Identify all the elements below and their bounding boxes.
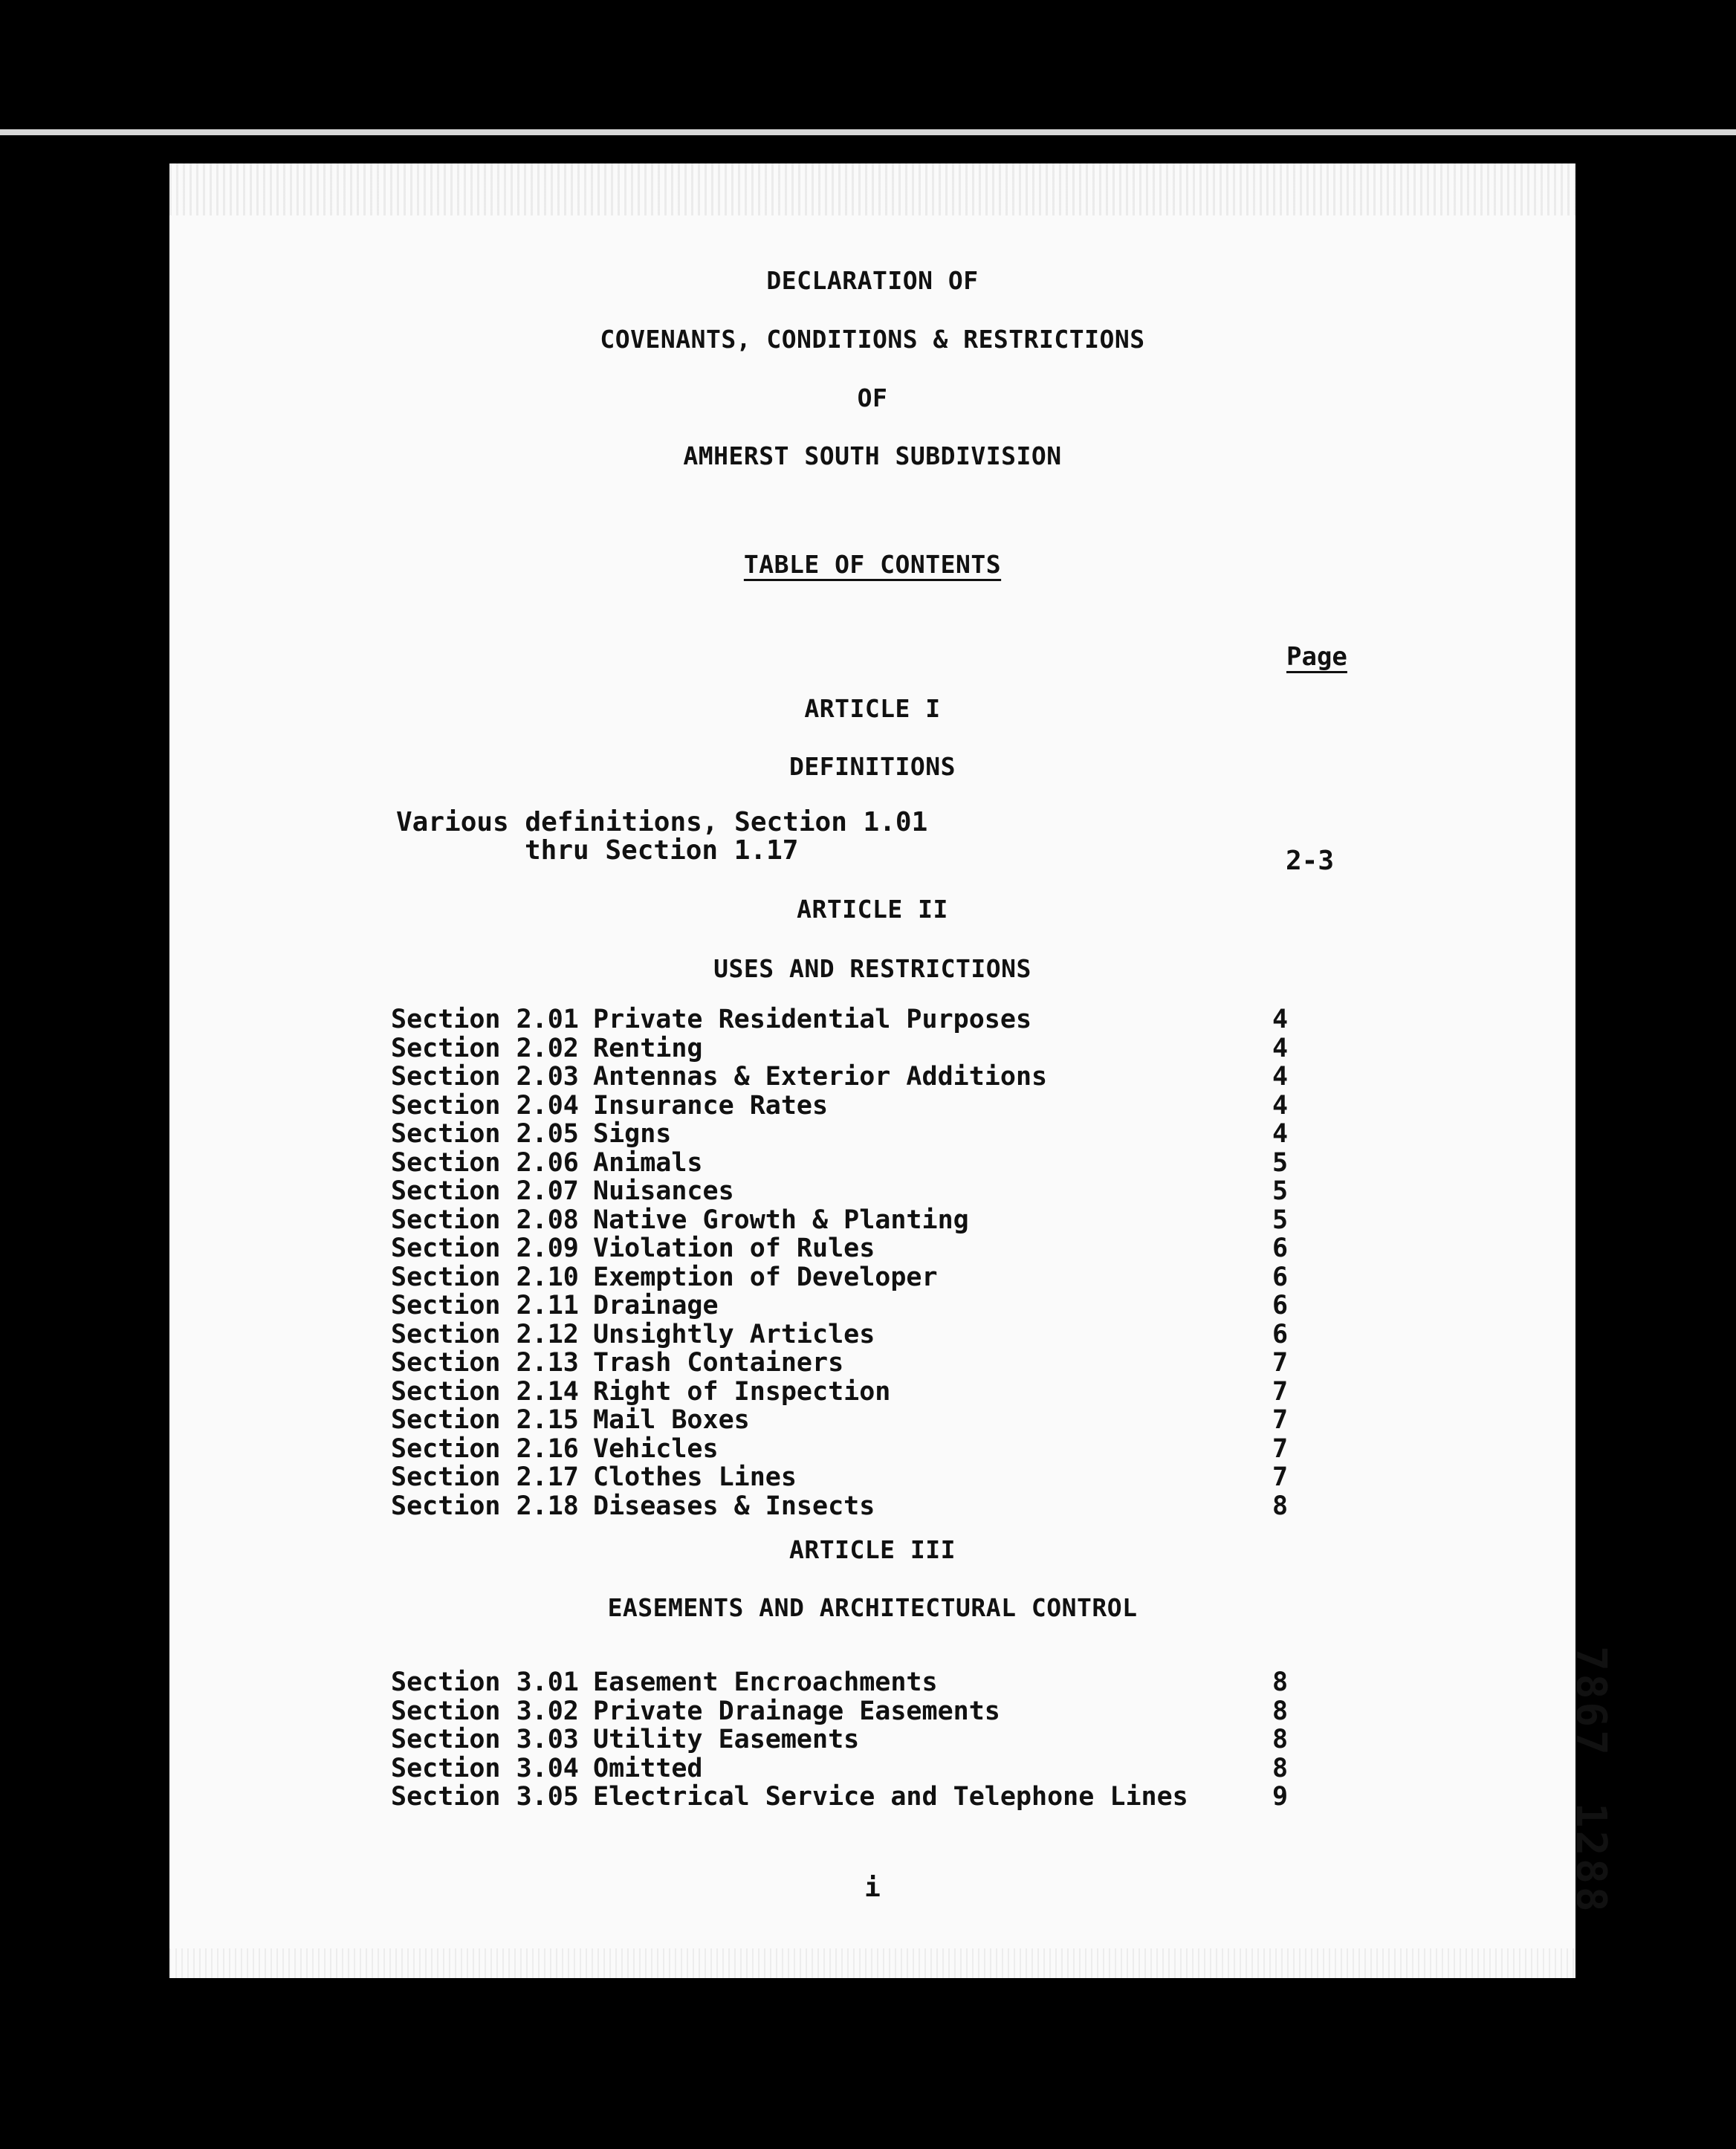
margin-stamp: [1567, 1646, 1615, 1915]
section-title: Mail Boxes: [593, 1405, 750, 1435]
page-column-header: Page: [1286, 642, 1347, 672]
section-page: 8: [1272, 1667, 1289, 1697]
section-number: Section 3.05: [391, 1782, 579, 1812]
toc-title: TABLE OF CONTENTS: [743, 550, 1002, 579]
article-3-section-list: [169, 1667, 1575, 1811]
section-title: Nuisances: [593, 1176, 734, 1206]
heading-line-4: AMHERST SOUTH SUBDIVISION: [683, 441, 1062, 470]
section-page: 4: [1272, 1062, 1289, 1092]
article-1-entry-page: 2-3: [1286, 846, 1335, 876]
section-number: Section 2.07: [391, 1176, 579, 1206]
section-page: 7: [1272, 1433, 1289, 1464]
heading-line-2: COVENANTS, CONDITIONS & RESTRICTIONS: [600, 325, 1145, 354]
article-1-title: DEFINITIONS: [788, 752, 956, 781]
section-number: Section 2.04: [391, 1090, 579, 1121]
scan-noise-top: [169, 163, 1575, 215]
section-title: Renting: [593, 1033, 703, 1063]
toc-row: [169, 1754, 1575, 1783]
section-page: 7: [1272, 1462, 1289, 1492]
section-title: Insurance Rates: [593, 1090, 829, 1121]
section-title: Private Drainage Easements: [593, 1696, 1000, 1726]
section-number: Section 2.11: [391, 1291, 579, 1320]
toc-row: [169, 1119, 1575, 1148]
section-number: Section 3.01: [391, 1667, 579, 1697]
article-2-title: USES AND RESTRICTIONS: [713, 954, 1031, 983]
section-number: Section 2.08: [391, 1205, 579, 1235]
article-1-entry-line2: thru Section 1.17: [525, 835, 799, 866]
toc-row: [169, 1005, 1575, 1034]
section-page: 7: [1272, 1376, 1289, 1407]
section-number: Section 2.17: [391, 1462, 579, 1492]
toc-row: [169, 1176, 1575, 1205]
toc-row: [169, 1148, 1575, 1177]
article-3-label: ARTICLE III: [788, 1535, 956, 1564]
toc-row: [169, 1462, 1575, 1491]
toc-row: [169, 1491, 1575, 1520]
scan-border-line: [0, 129, 1736, 135]
section-number: Section 2.18: [391, 1491, 579, 1521]
toc-row: [169, 1091, 1575, 1120]
toc-row: [169, 1234, 1575, 1263]
heading-line-3: OF: [857, 383, 888, 412]
toc-row: [169, 1782, 1575, 1811]
document-page: [169, 163, 1615, 1978]
section-title: Utility Easements: [593, 1725, 860, 1754]
section-page: 6: [1272, 1262, 1289, 1292]
scan-noise-bottom: [169, 1948, 1575, 1978]
section-number: Section 2.05: [391, 1119, 579, 1149]
margin-stamp-number-1: 7867: [1567, 1646, 1615, 1758]
section-number: Section 2.15: [391, 1405, 579, 1435]
section-title: Unsightly Articles: [593, 1319, 875, 1349]
section-page: 6: [1272, 1319, 1289, 1349]
section-page: 6: [1272, 1291, 1289, 1320]
section-title: Electrical Service and Telephone Lines: [593, 1782, 1188, 1812]
section-number: Section 2.06: [391, 1147, 579, 1178]
section-title: Diseases & Insects: [593, 1491, 875, 1521]
section-page: 4: [1272, 1005, 1289, 1034]
section-number: Section 2.14: [391, 1376, 579, 1407]
section-title: Native Growth & Planting: [593, 1205, 969, 1235]
section-number: Section 3.03: [391, 1725, 579, 1754]
section-number: Section 2.01: [391, 1005, 579, 1034]
article-3-title: EASEMENTS AND ARCHITECTURAL CONTROL: [607, 1593, 1138, 1622]
toc-row: [169, 1320, 1575, 1349]
section-title: Exemption of Developer: [593, 1262, 938, 1292]
section-page: 4: [1272, 1119, 1289, 1149]
section-title: Omitted: [593, 1753, 703, 1783]
toc-row: [169, 1263, 1575, 1291]
toc-row: [169, 1667, 1575, 1696]
section-page: 5: [1272, 1147, 1289, 1178]
section-title: Vehicles: [593, 1433, 719, 1464]
section-number: Section 2.02: [391, 1033, 579, 1063]
margin-stamp-number-2: 1288: [1567, 1802, 1615, 1915]
section-number: Section 2.13: [391, 1348, 579, 1378]
heading-line-1: DECLARATION OF: [766, 266, 979, 295]
toc-row: [169, 1034, 1575, 1063]
section-title: Signs: [593, 1119, 672, 1149]
section-page: 4: [1272, 1090, 1289, 1121]
page-number: i: [864, 1873, 881, 1903]
toc-row: [169, 1291, 1575, 1320]
section-page: 8: [1272, 1491, 1289, 1521]
section-number: Section 2.03: [391, 1062, 579, 1092]
section-page: 8: [1272, 1753, 1289, 1783]
section-page: 8: [1272, 1725, 1289, 1754]
section-title: Trash Containers: [593, 1348, 844, 1378]
article-1-entry-line1: Various definitions, Section 1.01: [396, 807, 928, 837]
toc-row: [169, 1348, 1575, 1377]
toc-row: [169, 1696, 1575, 1725]
section-page: 5: [1272, 1205, 1289, 1235]
toc-row: [169, 1062, 1575, 1091]
section-title: Clothes Lines: [593, 1462, 797, 1492]
section-number: Section 2.09: [391, 1234, 579, 1263]
section-title: Right of Inspection: [593, 1376, 891, 1407]
section-title: Drainage: [593, 1291, 719, 1320]
toc-row: [169, 1434, 1575, 1463]
toc-row: [169, 1725, 1575, 1754]
article-2-section-list: [169, 1005, 1575, 1520]
section-page: 5: [1272, 1176, 1289, 1206]
article-2-label: ARTICLE II: [797, 895, 948, 924]
toc-row: [169, 1205, 1575, 1234]
section-number: Section 2.16: [391, 1433, 579, 1464]
section-number: Section 2.12: [391, 1319, 579, 1349]
section-title: Animals: [593, 1147, 703, 1178]
section-title: Easement Encroachments: [593, 1667, 938, 1697]
article-1-label: ARTICLE I: [804, 694, 941, 723]
section-page: 6: [1272, 1234, 1289, 1263]
section-title: Antennas & Exterior Additions: [593, 1062, 1048, 1092]
toc-row: [169, 1377, 1575, 1406]
section-page: 7: [1272, 1405, 1289, 1435]
toc-row: [169, 1405, 1575, 1434]
section-page: 8: [1272, 1696, 1289, 1726]
section-page: 7: [1272, 1348, 1289, 1378]
section-page: 4: [1272, 1033, 1289, 1063]
section-page: 9: [1272, 1782, 1289, 1812]
section-number: Section 2.10: [391, 1262, 579, 1292]
section-number: Section 3.02: [391, 1696, 579, 1726]
section-title: Violation of Rules: [593, 1234, 875, 1263]
section-number: Section 3.04: [391, 1753, 579, 1783]
section-title: Private Residential Purposes: [593, 1005, 1032, 1034]
